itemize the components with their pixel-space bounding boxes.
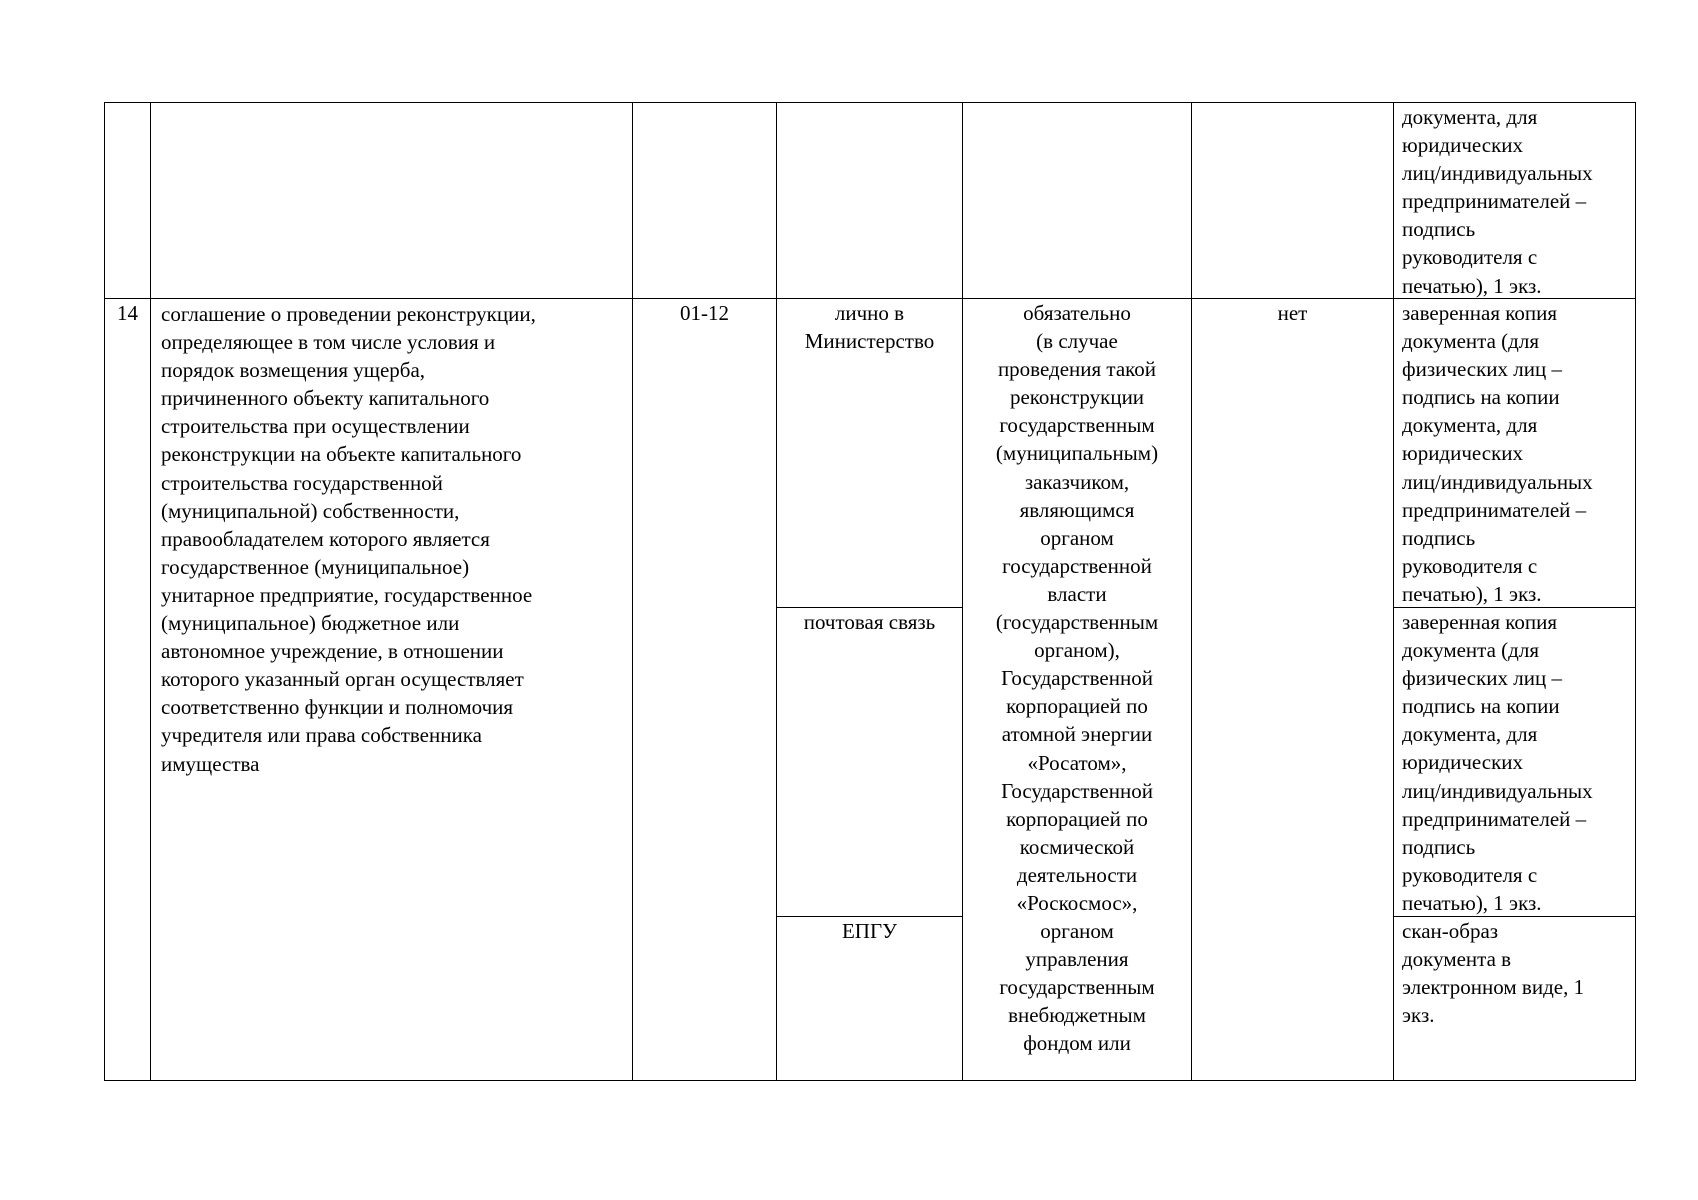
submission-method-epgu: ЕПГУ bbox=[841, 919, 897, 943]
table-border-right bbox=[1635, 102, 1636, 1081]
own-initiative: нет bbox=[1277, 301, 1308, 325]
table-border-bottom bbox=[104, 1080, 1636, 1081]
row-number: 14 bbox=[117, 301, 138, 325]
submission-method-in-person: лично в Министерство bbox=[804, 301, 935, 354]
submission-form-epgu: скан-образ документа в электронном виде, 1 экз. bbox=[1402, 919, 1585, 1028]
prev-row-submission-form: документа, для юридических лиц/индивидуальных предпринимателей – подпись руководителя с печатью), 1 экз. bbox=[1402, 105, 1593, 298]
submission-method-post: почтовая связь bbox=[803, 610, 936, 634]
col-divider bbox=[632, 102, 633, 1081]
document-name: соглашение о проведении реконструкции, определяющее в том числе условия и порядок возмещения ущерба, причиненного объекту капитального строительства при осуществлении реконструкции на объекте капитального строительства государственной (муниципальной) собственности, правообладателем которого является государственное (муниципальное) унитарное предприятие, государственное (муниципальное) бюджетное или автономное учреждение, в отношении которого указанный орган осуществляет соответственно функции и полномочия учредителя или права собственника имущества bbox=[161, 302, 536, 776]
col-divider bbox=[1393, 102, 1394, 1081]
col-divider bbox=[1191, 102, 1192, 1081]
category-code: 01-12 bbox=[680, 301, 729, 325]
table-border-left bbox=[104, 102, 105, 1081]
submission-form-in-person: заверенная копия документа (для физических лиц – подпись на копии документа, для юридических лиц/индивидуальных предпринимателей – подпись руководителя с печатью), 1 экз. bbox=[1402, 301, 1593, 606]
submission-form-post: заверенная копия документа (для физических лиц – подпись на копии документа, для юридических лиц/индивидуальных предпринимателей – подпись руководителя с печатью), 1 экз. bbox=[1402, 610, 1593, 915]
requirement-condition: обязательно (в случае проведения такой реконструкции государственным (муниципальным) заказчиком, являющимся органом государственной власти (государственным органом), Государственной корпорацией по атомной энергии «Росатом», Государственной корпорацией по космической деятельности «Роскосмос», органом управления государственным внебюджетным фондом или bbox=[995, 301, 1159, 1056]
col-divider bbox=[150, 102, 151, 1081]
